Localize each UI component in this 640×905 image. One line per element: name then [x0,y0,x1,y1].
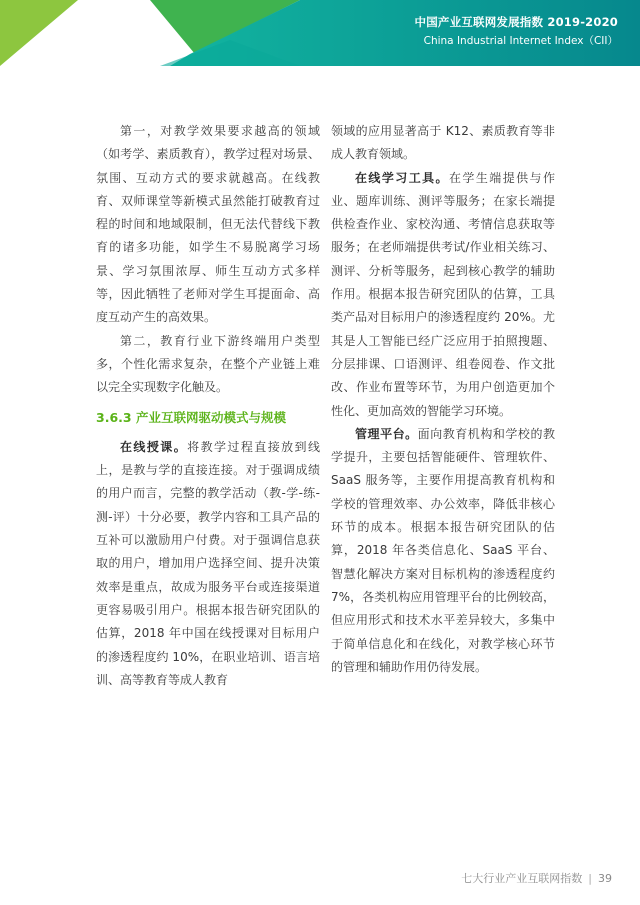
management-platform-lead: 管理平台。 [355,426,418,441]
left-column [96,120,320,692]
online-teaching-lead: 在线授课。 [120,439,188,454]
footer-title: 七大行业产业互联网指数 [461,872,583,885]
section-heading: 3.6.3 产业互联网驱动模式与规模 [96,409,286,425]
left-paragraph-2: 第二，教育行业下游终端用户类型多，个性化需求复杂，在整个产业链上难以完全实现数字化触及。 [96,333,320,395]
page-footer [461,870,612,886]
left-paragraph-3 [96,436,320,692]
right-column [331,120,555,679]
online-teaching-body: 将教学过程直接放到线上，是教与学的直接连接。对于强调成绩的用户而言，完整的教学活动（教-学-练-测-评）十分必要，教学内容和工具产品的互补可以激励用户付费。对于强调信息获取的用户，增加用户选择空间、提升决策效率是重点，故成为服务平台或连接渠道更容易吸引用户。根据本报告研究团队的估算，2018 年中国在线授课对目标用户的渗透程度约 10%，在职业培训、语言培训、高等教育等成人教育 [96,439,320,687]
page-number: 39 [598,872,612,885]
right-paragraph-1: 领域的应用显著高于 K12、素质教育等非成人教育领域。 [331,124,555,162]
header-title: 中国产业互联网发展指数 2019-2020 [414,15,618,29]
footer-separator: | [588,872,592,885]
left-paragraph-1: 第一，对教学效果要求越高的领域（如考学、素质教育），教学过程对场景、氛围、互动方式的要求就越高。在线教育、双师课堂等新模式虽然能打破教育过程的时间和地域限制，但无法代替线下教育的诸多功能，如学生不易脱离学习场景、学习氛围浓厚、师生互动方式多样等，因此牺牲了老师对学生耳提面命、高度互动产生的高效果。 [96,124,320,325]
right-paragraph-2 [331,167,555,423]
online-tools-lead: 在线学习工具。 [355,170,449,185]
right-paragraph-3 [331,423,555,679]
management-platform-body: 面向教育机构和学校的教学提升，主要包括智能硬件、管理软件、SaaS 服务等，主要作用提高教育机构和学校的管理效率、办公效率，降低非核心环节的成本。根据本报告研究团队的估算，2018 年各类信息化、SaaS 平台、智慧化解决方案对目标机构的渗透程度约 7%，各类机构应用管理平台的比例较高，但应用形式和技术水平差异较大，多集中于简单信息化和在线化，对教学核心环节的管理和辅助作用仍待发展。 [331,426,555,674]
header-subtitle: China Industrial Internet Index（CII） [423,35,618,47]
online-tools-body: 在学生端提供与作业、题库训练、测评等服务；在家长端提供检查作业、家校沟通、考情信息获取等服务；在老师端提供考试/作业相关练习、测评、分析等服务，起到核心教学的辅助作用。根据本报告研究团队的估算，工具类产品对目标用户的渗透程度约 20%。尤其是人工智能已经广泛应用于拍照搜题、分层排课、口语测评、组卷阅卷、作文批改、作业布置等环节，为用户创造更加个性化、更加高效的智能学习环境。 [331,170,555,418]
header-banner [0,0,640,66]
banner-green-light-shape [0,0,78,66]
